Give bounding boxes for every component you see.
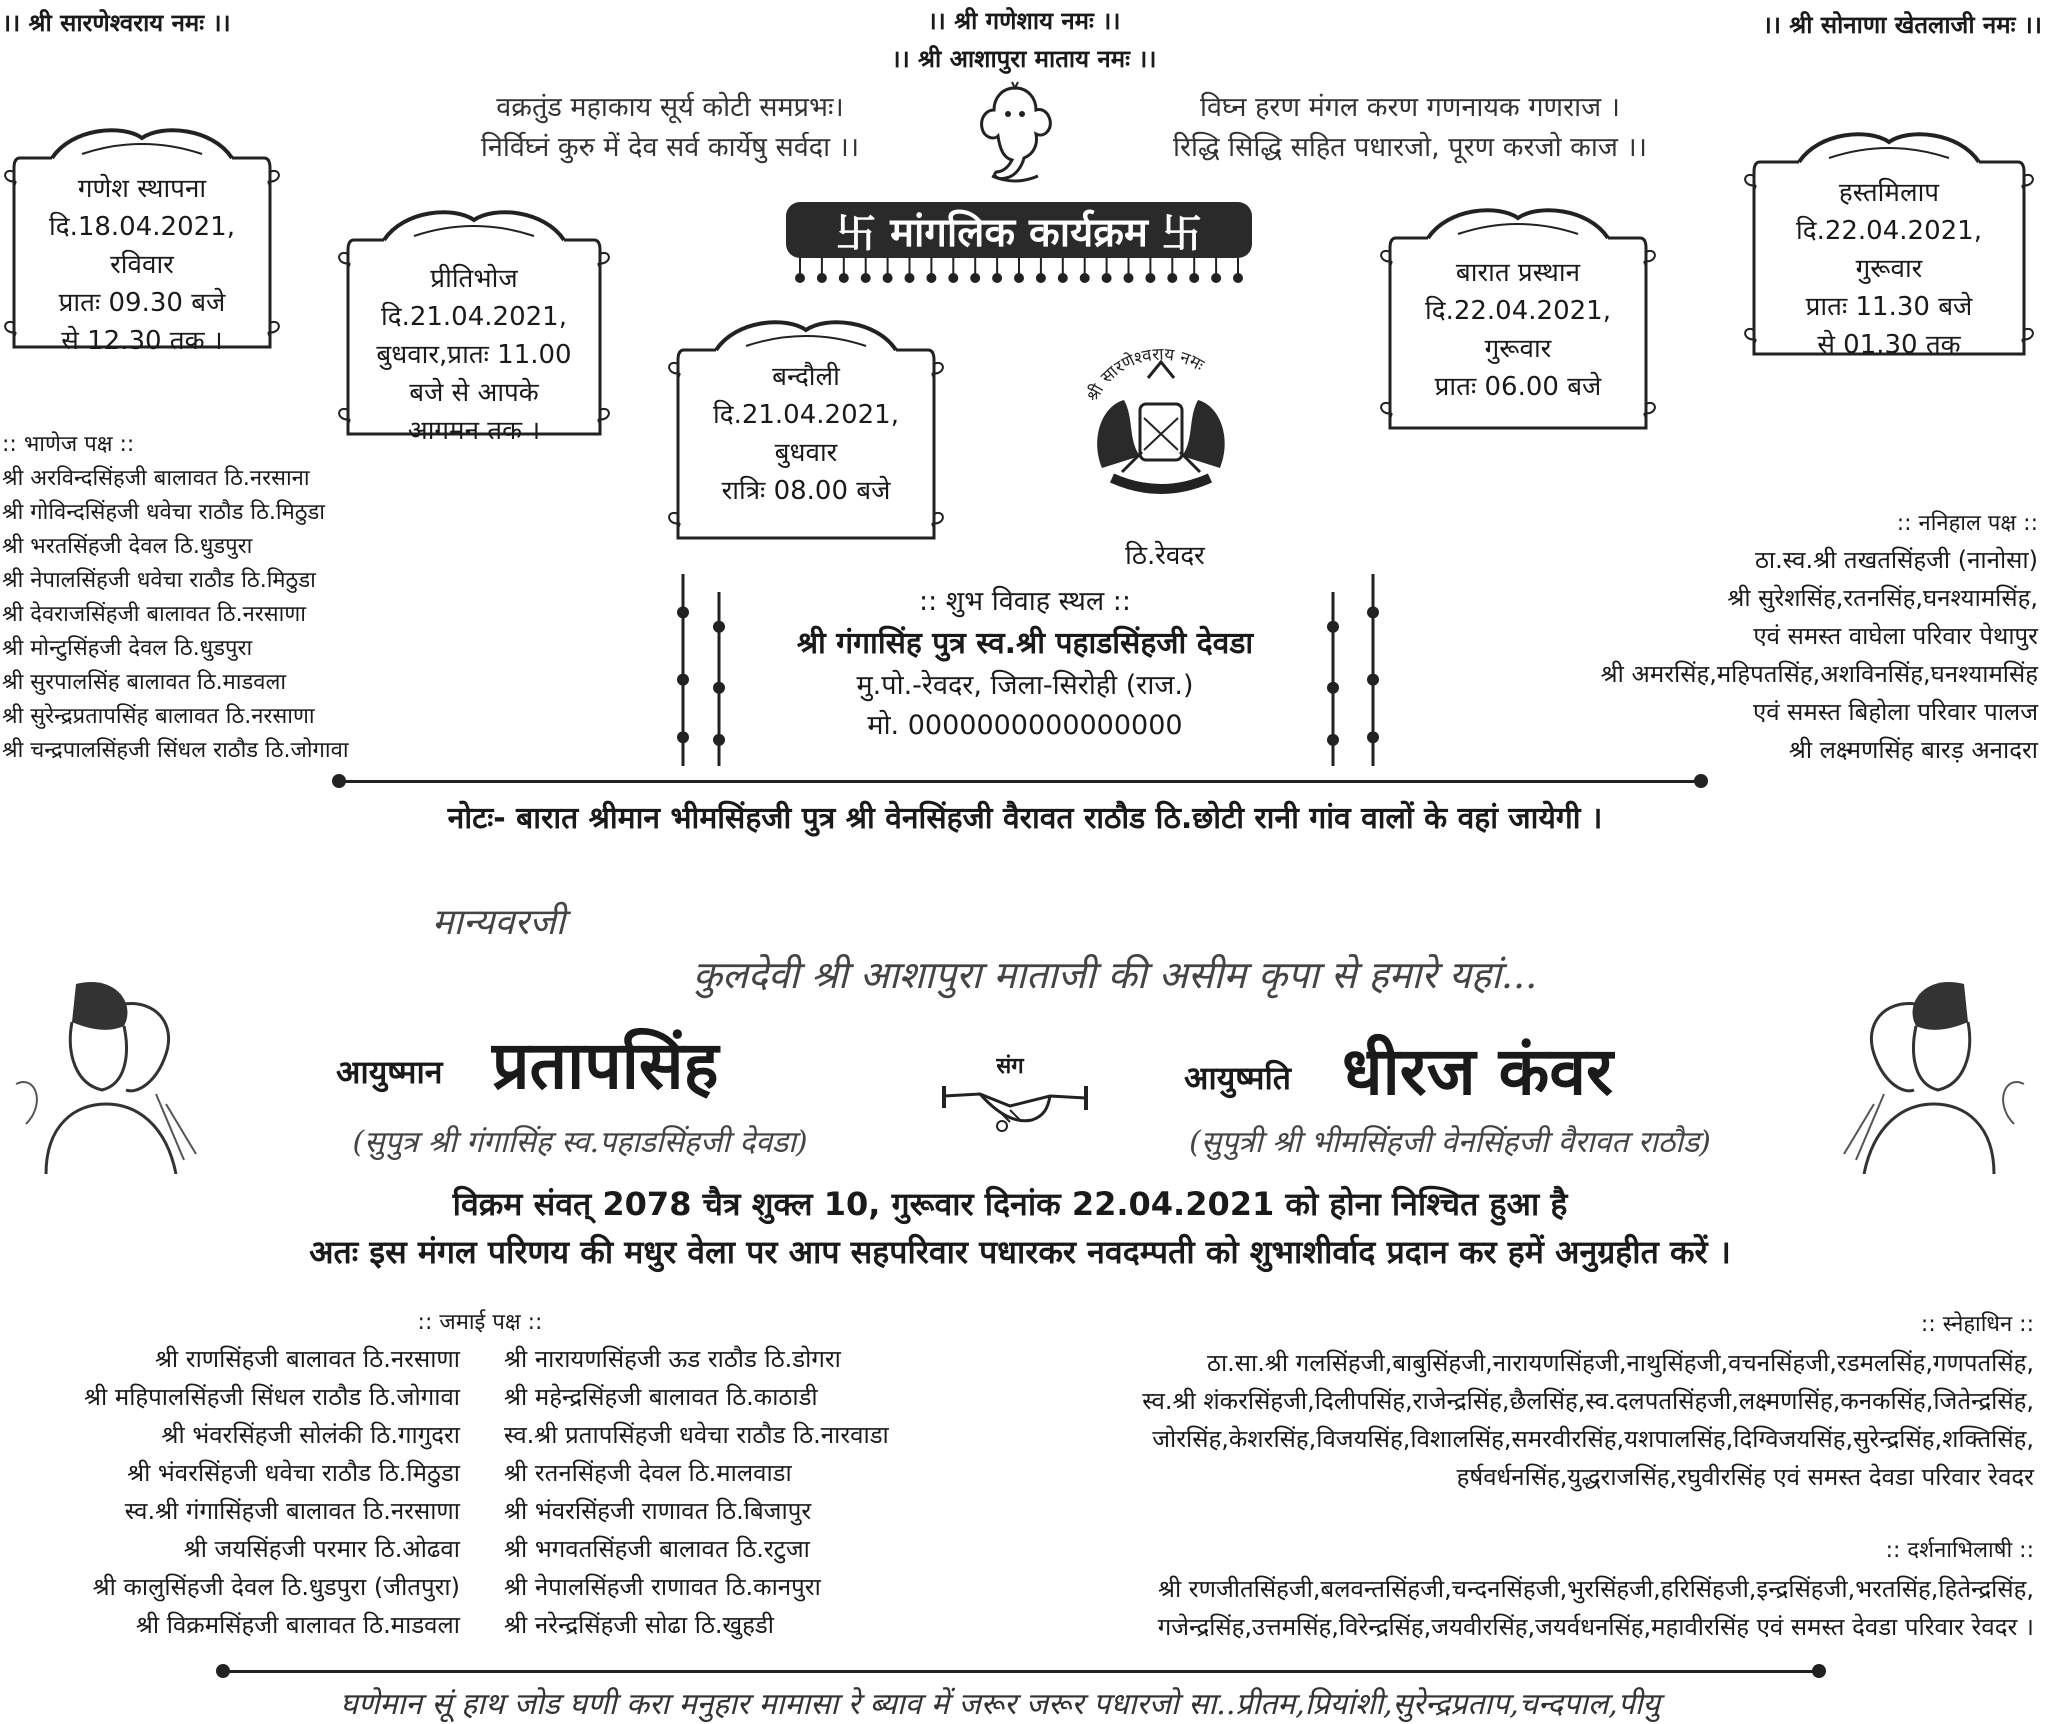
bride-parent: (सुपुत्री श्री भीमसिंहजी वेनसिंहजी वैरावत राठौड) — [1189, 1125, 1711, 1160]
list-item: श्री सुरेन्द्रप्रतापसिंह बालावत ठि.नरसाणा — [2, 704, 315, 729]
event-date: दि.18.04.2021, — [49, 212, 235, 242]
event-title: हस्तमिलाप — [1838, 178, 1940, 208]
list-item: श्री अरविन्दसिंहजी बालावत ठि.नरसाना — [2, 466, 310, 491]
list-item: हर्षवर्धनसिंह,युद्धराजसिंह,रघुवीरसिंह एवं समस्त देवडा परिवार रेवदर — [1456, 1463, 2034, 1491]
shloka-right-line2: रिद्धि सिद्धि सहित पधारजो, पूरण करजो काज ।। — [1173, 132, 1647, 163]
ornament-pillar-right — [1362, 574, 1384, 766]
rule-dot — [1812, 1664, 1826, 1678]
top-right-invocation: ।। श्री सोनाणा खेतलाजी नमः ।। — [1762, 11, 2042, 39]
list-item: श्री राणसिंहजी बालावत ठि.नरसाणा — [154, 1345, 460, 1373]
list-item: गजेन्द्रसिंह,उत्तमसिंह,विरेन्द्रसिंह,जयवीरसिंह,जयर्वधनसिंह,महावीरसिंह एवं समस्त देवडा परिवार रेवदर । — [1157, 1613, 2034, 1641]
list-item: श्री नारायणसिंहजी ऊड राठौड ठि.डोगरा — [504, 1345, 841, 1373]
emblem-place: ठि.रेवदर — [1125, 541, 1205, 571]
venue-block — [740, 582, 1310, 746]
event-time: बजे से आपके — [409, 378, 539, 408]
couple-illustration-left — [6, 964, 202, 1174]
jamai-title: :: जमाई पक्ष :: — [417, 1310, 543, 1335]
event-day: गुरूवार — [1855, 254, 1923, 284]
event-frame — [1744, 122, 2034, 370]
top-center-invocation-2: ।। श्री आशापुरा माताय नमः ।। — [891, 45, 1157, 73]
list-item: श्री देवराजसिंहजी बालावत ठि.नरसाणा — [2, 602, 306, 627]
venue-title: :: शुभ विवाह स्थल :: — [919, 586, 1131, 617]
venue-mobile: मो. 0000000000000000 — [867, 710, 1183, 741]
event-frame — [668, 310, 944, 554]
banner-title: मांगलिक कार्यक्रम — [890, 209, 1148, 256]
snehadhin-title: :: स्नेहाधिन :: — [1920, 1312, 2034, 1337]
ornament-pillar-left — [672, 574, 694, 766]
salutation: मान्यवरजी — [432, 902, 566, 943]
list-item: एवं समस्त बिहोला परिवार पालज — [1752, 698, 2038, 726]
list-item: श्री भरतसिंहजी देवल ठि.धुडपुरा — [2, 534, 253, 559]
jamai-list-right — [504, 1340, 889, 1644]
list-item: स्व.श्री प्रतापसिंहजी धवेचा राठौड ठि.नारवाडा — [504, 1421, 889, 1449]
swastik-icon: 卐 — [836, 210, 877, 257]
list-item: श्री लक्ष्मणसिंह बारड़ अनादरा — [1788, 736, 2038, 764]
list-item: श्री भंवरसिंहजी सोलंकी ठि.गागुदरा — [161, 1421, 460, 1449]
event-title: प्रीतिभोज — [430, 264, 518, 294]
bhanej-title: :: भाणेज पक्ष :: — [2, 432, 135, 457]
banner-tassels — [786, 258, 1252, 286]
event-frame — [338, 200, 610, 450]
event-day: बुधवार — [774, 438, 838, 468]
list-item: श्री मोन्टुसिंहजी देवल ठि.धुडपुरा — [2, 636, 253, 661]
list-item: स्व.श्री शंकरसिंहजी,दिलीपसिंह,राजेन्द्रसिंह,छैलसिंह,स्व.दलपतसिंहजी,लक्ष्मणसिंह,कनकसिंह,जितेन्द्रसिंह, — [1142, 1387, 2034, 1415]
list-item: ठा.स्व.श्री तखतसिंहजी (नानोसा) — [1754, 546, 2038, 574]
list-item: श्री नेपालसिंहजी राणावत ठि.कानपुरा — [504, 1573, 821, 1601]
event-date: दि.21.04.2021, — [381, 302, 567, 332]
list-item: श्री चन्द्रपालसिंहजी सिंधल राठौड ठि.जोगावा — [2, 738, 349, 763]
list-item: जोरसिंह,केशरसिंह,विजयसिंह,विशालसिंह,समरवीरसिंह,यशपालसिंह,दिग्विजयसिंह,सुरेन्द्रसिंह,शक्तिसिंह, — [1152, 1425, 2034, 1453]
bride-name: धीरज कंवर — [1342, 1032, 1614, 1110]
mangalik-banner — [786, 202, 1252, 258]
list-item: श्री भंवरसिंहजी राणावत ठि.बिजापुर — [504, 1497, 812, 1525]
handshake-icon — [940, 1076, 1090, 1138]
swastik-icon: 卐 — [1161, 210, 1202, 257]
event-title: गणेश स्थापना — [77, 174, 207, 204]
list-item: एवं समस्त वाघेला परिवार पेथापुर — [1753, 622, 2038, 650]
darshan-list — [1158, 1570, 2034, 1646]
list-item: श्री विक्रमसिंहजी बालावत ठि.माडवला — [135, 1611, 460, 1639]
event-day: बुधवार,प्रातः 11.00 — [376, 340, 572, 370]
svg-text:श्री सारणेश्वराय नमः — [1082, 345, 1208, 406]
event-date: दि.21.04.2021, — [713, 400, 899, 430]
footer-message: घणेमान सूं हाथ जोड घणी करा मनुहार मामासा रे ब्याव में जरूर जरूर पधारजो सा..प्रीतम,प्रियांशी,सुरेन्द्रप्रताप,चन्दपाल,पीयु — [340, 1687, 1660, 1722]
event-time: रात्रिः 08.00 बजे — [721, 476, 891, 506]
event-time-end: आगमन तक । — [407, 416, 541, 446]
list-item: श्री महेन्द्रसिंहजी बालावत ठि.काठाडी — [504, 1383, 818, 1411]
event-day: गुरूवार — [1484, 334, 1552, 364]
ganesha-icon — [972, 80, 1058, 184]
event-time: प्रातः 11.30 बजे — [1805, 292, 1973, 322]
ornament-pillar-left — [708, 592, 730, 766]
venue-name: श्री गंगासिंह पुत्र स्व.श्री पहाडसिंहजी देवडा — [796, 626, 1254, 661]
note: नोटः- बारात श्रीमान भीमसिंहजी पुत्र श्री वेनसिंहजी वैरावत राठौड ठि.छोटी रानी गांव वालों के वहां जायेगी । — [447, 801, 1603, 836]
list-item: श्री रतनसिंहजी देवल ठि.मालवाडा — [504, 1459, 792, 1487]
emblem-arc-text: श्री सारणेश्वराय नमः — [1082, 344, 1208, 406]
shloka-right-line1: विघ्न हरण मंगल करण गणनायक गणराज । — [1200, 92, 1620, 123]
nanihal-list — [1601, 506, 2038, 770]
sang-label: संग — [996, 1054, 1024, 1079]
rule-dot — [1694, 774, 1708, 788]
ornament-pillar-right — [1322, 592, 1344, 766]
royal-emblem — [1062, 318, 1260, 508]
list-item: श्री सुरेशसिंह,रतनसिंह,घनश्यामसिंह, — [1727, 584, 2038, 612]
couple-illustration-right — [1838, 964, 2034, 1174]
event-time-end: से 01.30 तक — [1817, 330, 1961, 360]
shloka-left — [430, 88, 910, 168]
event-date: दि.22.04.2021, — [1425, 296, 1611, 326]
top-left-invocation: ।। श्री सारणेश्वराय नमः ।। — [2, 9, 231, 37]
shloka-left-line2: निर्विघ्नं कुरु में देव सर्व कार्येषु सर्वदा ।। — [480, 132, 860, 163]
list-item: श्री जयसिंहजी परमार ठि.ओढवा — [183, 1535, 460, 1563]
list-item: श्री गोविन्दसिंहजी धवेचा राठौड ठि.मिठुडा — [2, 500, 325, 525]
bhanej-list — [2, 428, 349, 768]
list-item: श्री नरेन्द्रसिंहजी सोढा ठि.खुहडी — [504, 1611, 774, 1639]
event-title: बन्दौली — [772, 362, 840, 392]
event-title: बारात प्रस्थान — [1455, 258, 1581, 288]
list-item: श्री भगवतसिंहजी बालावत ठि.रटुजा — [504, 1535, 810, 1563]
shloka-right — [1110, 88, 1710, 168]
invite-intro: कुलदेवी श्री आशापुरा माताजी की असीम कृपा से हमारे यहां... — [692, 953, 1538, 997]
darshan-title: :: दर्शनाभिलाषी :: — [1885, 1538, 2034, 1563]
request-line: अतः इस मंगल परिणय की मधुर वेला पर आप सहपरिवार पधारकर नवदम्पती को शुभाशीर्वाद प्रदान कर हमें अनुग्रहीत करें । — [309, 1233, 1731, 1271]
event-time: प्रातः 06.00 बजे — [1434, 372, 1602, 402]
nanihal-title: :: ननिहाल पक्ष :: — [1896, 511, 2038, 536]
top-center-invocation: ।। श्री गणेशाय नमः ।। — [927, 7, 1121, 35]
list-item: श्री रणजीतसिंहजी,बलवन्तसिंहजी,चन्दनसिंहजी,भुरसिंहजी,हरिसिंहजी,इन्द्रसिंहजी,भरतसिंह,हितेन्द्रसिंह, — [1157, 1575, 2034, 1603]
event-date: दि.22.04.2021, — [1796, 216, 1982, 246]
shloka-left-line1: वक्रतुंड महाकाय सूर्य कोटी समप्रभः। — [496, 92, 844, 123]
divider-rule — [340, 780, 1700, 783]
event-day: रविवार — [110, 250, 174, 280]
groom-name: प्रतापसिंह — [492, 1026, 719, 1104]
list-item: श्री नेपालसिंहजी धवेचा राठौड ठि.मिठुडा — [2, 568, 316, 593]
list-item: श्री कालुसिंहजी देवल ठि.धुडपुरा (जीतपुरा) — [92, 1573, 460, 1601]
bride-prefix: आयुष्मति — [1184, 1059, 1292, 1097]
list-item: ठा.सा.श्री गलसिंहजी,बाबुसिंहजी,नारायणसिंहजी,नाथुसिंहजी,वचनसिंहजी,रडमलसिंह,गणपतसिंह, — [1207, 1349, 2034, 1377]
date-line: विक्रम संवत् 2078 चैत्र शुक्ल 10, गुरूवार दिनांक 22.04.2021 को होना निश्चित हुआ है — [452, 1185, 1568, 1223]
event-frame — [4, 118, 280, 363]
list-item: श्री भंवरसिंहजी धवेचा राठौड ठि.मिठुडा — [127, 1459, 460, 1487]
list-item: श्री अमरसिंह,महिपतसिंह,अशविनसिंह,घनश्यामसिंह — [1600, 660, 2038, 688]
event-frame — [1380, 198, 1656, 444]
snehadhin-list — [1142, 1344, 2034, 1496]
list-item: श्री सुरपालसिंह बालावत ठि.माडवला — [2, 670, 287, 695]
jamai-list-left — [84, 1340, 460, 1644]
list-item: स्व.श्री गंगासिंहजी बालावत ठि.नरसाणा — [124, 1497, 460, 1525]
groom-prefix: आयुष्मान — [336, 1053, 443, 1091]
event-time-end: से 12.30 तक । — [61, 326, 223, 356]
event-time: प्रातः 09.30 बजे — [58, 288, 226, 318]
divider-rule — [224, 1670, 1818, 1673]
list-item: श्री महिपालसिंहजी सिंधल राठौड ठि.जोगावा — [84, 1383, 460, 1411]
groom-parent: (सुपुत्र श्री गंगासिंह स्व.पहाडसिंहजी देवडा) — [352, 1125, 808, 1160]
venue-address: मु.पो.-रेवदर, जिला-सिरोही (राज.) — [856, 670, 1194, 701]
